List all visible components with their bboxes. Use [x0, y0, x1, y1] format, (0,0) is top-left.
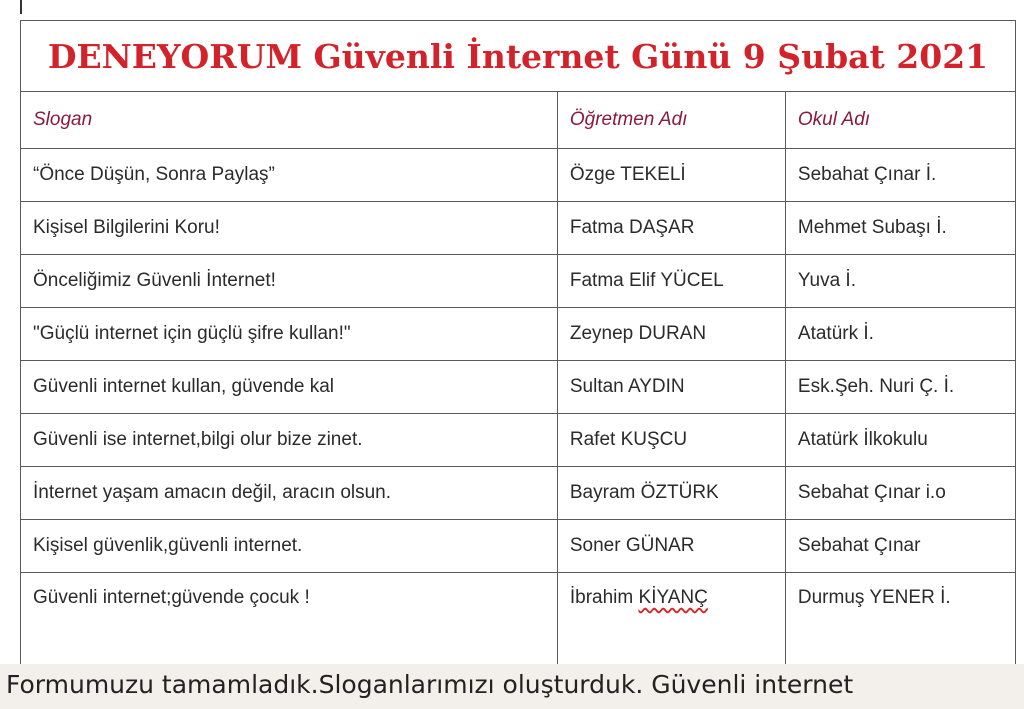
table-row [21, 414, 1016, 467]
slogan-cell: Güvenli internet kullan, güvende kal [21, 361, 558, 414]
teacher-cell: Bayram ÖZTÜRK [557, 467, 785, 520]
header-row [21, 92, 1016, 149]
title-row [21, 21, 1016, 92]
slogan-cell: "Güçlü internet için güçlü şifre kullan!" [21, 308, 558, 361]
school-cell: Durmuş YENER İ. [785, 573, 1015, 666]
table-row [21, 149, 1016, 202]
school-cell: Sebahat Çınar [785, 520, 1015, 573]
header-school: Okul Adı [785, 92, 1015, 149]
teacher-cell [557, 573, 785, 666]
slogan-table [20, 20, 1016, 666]
school-cell: Sebahat Çınar i.o [785, 467, 1015, 520]
slogan-cell: “Önce Düşün, Sonra Paylaş” [21, 149, 558, 202]
table-row [21, 255, 1016, 308]
slogan-cell: Güvenli internet;güvende çocuk ! [21, 573, 558, 666]
slogan-cell: Önceliğimiz Güvenli İnternet! [21, 255, 558, 308]
table-row [21, 361, 1016, 414]
table-row [21, 573, 1016, 666]
teacher-cell: Soner GÜNAR [557, 520, 785, 573]
teacher-cell: Sultan AYDIN [557, 361, 785, 414]
teacher-cell: Zeynep DURAN [557, 308, 785, 361]
teacher-cell: Rafet KUŞCU [557, 414, 785, 467]
school-cell: Mehmet Subaşı İ. [785, 202, 1015, 255]
table-title: DENEYORUM Güvenli İnternet Günü 9 Şubat 2021 [21, 21, 1016, 92]
school-cell: Esk.Şeh. Nuri Ç. İ. [785, 361, 1015, 414]
teacher-cell: Fatma DAŞAR [557, 202, 785, 255]
slogan-cell: İnternet yaşam amacın değil, aracın olsun. [21, 467, 558, 520]
teacher-first-name: İbrahim [569, 587, 634, 608]
header-teacher: Öğretmen Adı [557, 92, 785, 149]
school-cell: Yuva İ. [785, 255, 1015, 308]
school-cell: Sebahat Çınar İ. [785, 149, 1015, 202]
school-cell: Atatürk İlkokulu [785, 414, 1015, 467]
table-row [21, 202, 1016, 255]
spellcheck-underlined-surname: KİYANÇ [638, 587, 708, 608]
header-slogan: Slogan [21, 92, 558, 149]
slogan-cell: Kişisel Bilgilerini Koru! [21, 202, 558, 255]
table-row [21, 520, 1016, 573]
slogan-cell: Kişisel güvenlik,güvenli internet. [21, 520, 558, 573]
teacher-cell: Fatma Elif YÜCEL [557, 255, 785, 308]
text-cursor [20, 0, 22, 14]
table-row [21, 467, 1016, 520]
caption-text: Formumuzu tamamladık.Sloganlarımızı oluşturduk. Güvenli internet [0, 664, 1024, 709]
slogan-cell: Güvenli ise internet,bilgi olur bize zinet. [21, 414, 558, 467]
teacher-cell: Özge TEKELİ [557, 149, 785, 202]
school-cell: Atatürk İ. [785, 308, 1015, 361]
table-row [21, 308, 1016, 361]
